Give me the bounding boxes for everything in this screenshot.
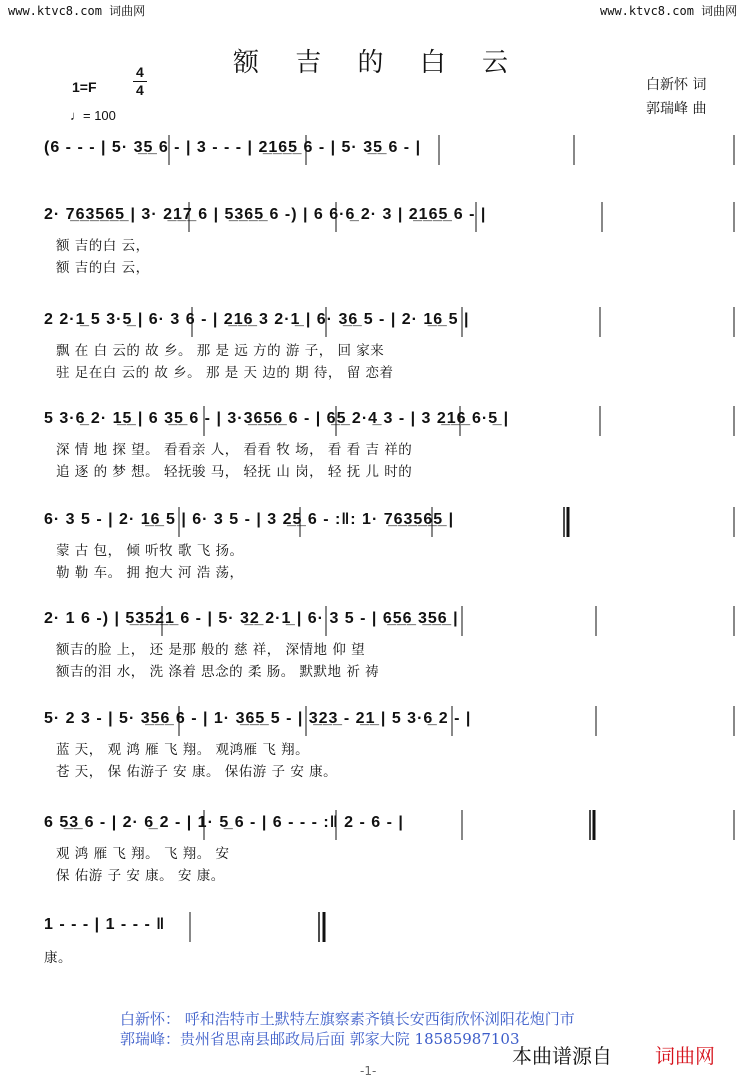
lyric-verse-2: 额吉的泪 水， 洗 涤着 思念的 柔 肠。 默默地 祈 祷 xyxy=(56,664,380,680)
site-watermark-right: www.ktvc8.com 词曲网 xyxy=(600,4,738,18)
source-site-link[interactable]: 词曲网 xyxy=(655,1044,715,1068)
time-signature-bottom: 4 xyxy=(136,82,144,98)
notation-line: 5· 2 3 - | 5· 3̲5̲6̲ 6 - | 1· 3̲6̲5̲ 5 - | 3̲2̲3̲ - 2̲1̲ | 5 3·6̲ 2 - | xyxy=(44,710,472,727)
lyric-verse-2: 驻 足在白 云的 故 乡。 那 是 天 边的 期 待， 留 恋着 xyxy=(56,365,394,381)
site-watermark-left: www.ktvc8.com 词曲网 xyxy=(8,4,146,18)
key-signature: 1=F xyxy=(72,79,97,95)
lyric-verse-1: 深 情 地 探 望。 看看亲 人， 看看 牧 场， 看 看 吉 祥的 xyxy=(56,442,413,458)
song-title: 额 吉 的 白 云 xyxy=(232,48,523,78)
lyric-verse-1: 康。 xyxy=(44,950,72,966)
notation-line: 2· 7̲6̲3̲5̲6̲5̲ | 3· 2̲1̲7̲ 6 | 5̲3̲6̲5̲ 6 -) | 6 6·6̲ 2· 3 | 2̲1̲6̲5̲ 6 - | xyxy=(44,206,487,223)
source-label: 本曲谱源自 xyxy=(512,1044,612,1068)
lyric-verse-2: 勒 勒 车。 拥 抱大 河 浩 荡， xyxy=(56,565,244,581)
notation-line: (6 - - - | 5· 3̲5̲ 6 - | 3 - - - | 2̲1̲6̲5̲ 6 - | 5· 3̲5̲ 6 - | xyxy=(44,139,422,156)
notation-line: 1 - - - | 1 - - - ‖ xyxy=(44,916,166,933)
lyricist-credit: 白新怀 词 xyxy=(646,77,707,93)
lyric-verse-1: 蓝 天， 观 鸿 雁 飞 翔。 观鸿雁 飞 翔。 xyxy=(56,742,310,758)
time-signature-top: 4 xyxy=(136,64,144,80)
notation-line: 5 3·6̲ 2· 1̲5̲ | 6 3̲5̲ 6 - | 3·3̲6̲5̲6̲ 6 - | 6̲5̲ 2·4̲ 3 - | 3 2̲1̲6̲ 6·5̲ | xyxy=(44,410,510,427)
lyric-verse-2: 保 佑游 子 安 康。 安 康。 xyxy=(56,868,225,884)
tempo-mark: ♩= 100 xyxy=(70,108,116,123)
lyric-verse-2: 追 逐 的 梦 想。 轻抚骏 马， 轻抚 山 岗， 轻 抚 儿 时的 xyxy=(56,464,413,480)
lyric-verse-1: 飘 在 白 云的 故 乡。 那 是 远 方的 游 子， 回 家来 xyxy=(56,343,385,359)
page-number: -1- xyxy=(360,1064,377,1078)
notation-line: 2 2·1̲ 5 3·5̲ | 6· 3 6 - | 2̲1̲6̲ 3 2·1̲ | 6· 3̲6̲ 5 - | 2· 1̲6̲ 5 | xyxy=(44,311,470,328)
footer-contact-composer: 郭瑞峰：贵州省思南县邮政局后面 郭家大院 18585987103 xyxy=(120,1030,520,1048)
lyric-verse-2: 额 吉的白 云， xyxy=(56,260,150,276)
composer-credit: 郭瑞峰 曲 xyxy=(646,101,707,117)
notation-line: 6 5̲3̲ 6 - | 2· 6̲ 2 - | 1· 5̲ 6 - | 6 - - - :‖ 2 - 6 - | xyxy=(44,814,404,831)
notation-line: 2· 1 6 -) | 5̲3̲5̲2̲1̲ 6 - | 5· 3̲2̲ 2·1̲ | 6· 3 5 - | 6̲5̲6̲ 3̲5̲6̲ | xyxy=(44,610,459,627)
lyric-verse-1: 额吉的脸 上， 还 是那 般的 慈 祥， 深情地 仰 望 xyxy=(56,642,366,658)
lyric-verse-1: 蒙 古 包， 倾 听牧 歌 飞 扬。 xyxy=(56,543,244,559)
lyric-verse-2: 苍 天， 保 佑游子 安 康。 保佑游 子 安 康。 xyxy=(56,764,338,780)
notation-line: 6· 3 5 - | 2· 1̲6̲ 5 | 6· 3 5 - | 3 2̲5̲ 6 - :‖: 1· 7̲6̲3̲5̲6̲5̲ | xyxy=(44,511,455,528)
footer-contact-lyricist: 白新怀： 呼和浩特市土默特左旗察素齐镇长安西街欣怀浏阳花炮门市 xyxy=(120,1010,575,1028)
lyric-verse-1: 额 吉的白 云， xyxy=(56,238,150,254)
lyric-verse-1: 观 鸿 雁 飞 翔。 飞 翔。 安 xyxy=(56,846,230,862)
